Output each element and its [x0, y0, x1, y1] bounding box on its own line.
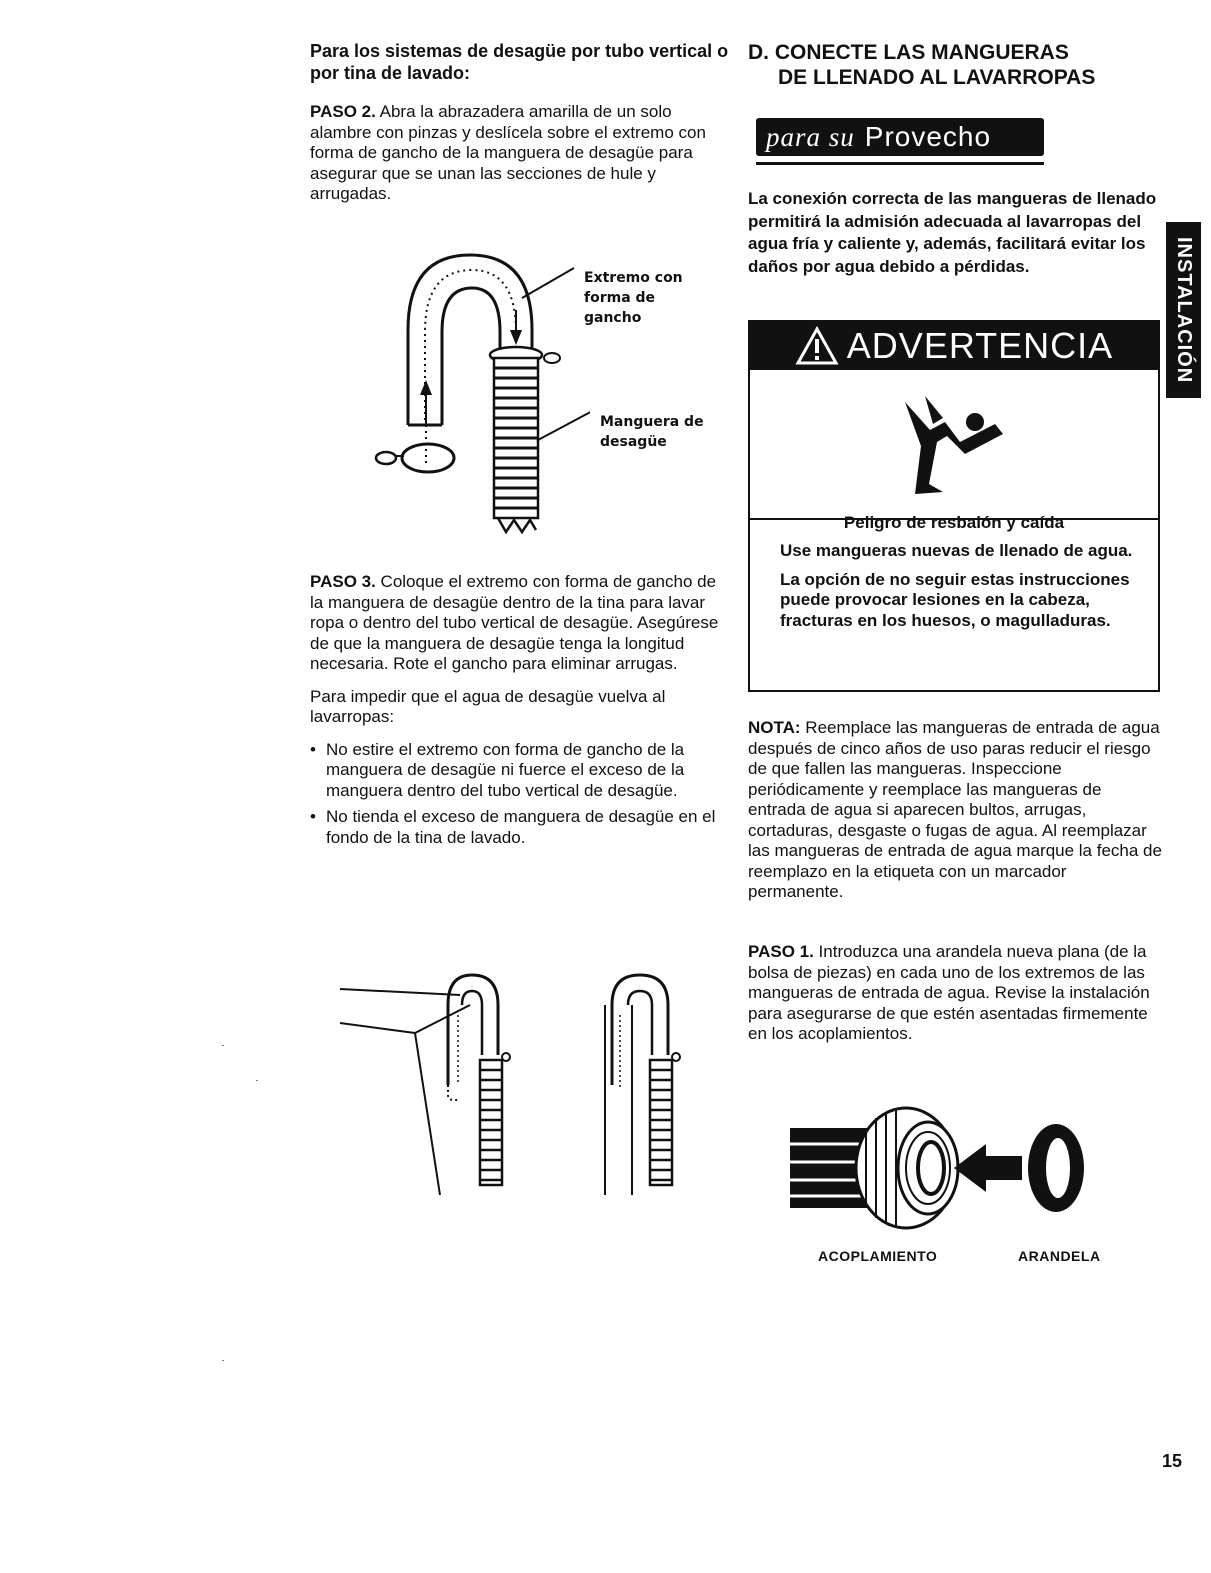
note-text: Reemplace las mangueras de entrada de agua después de cinco años de uso paras reducir el riesgo de que fallen las mangueras. Inspeccione periódicamente y reemplace las mangueras de entrada de agua si aparecen bultos, arrugas, cortaduras, desgaste o fugas de agua. Al reemplazar las mangueras de entrada de agua marque la fecha de reemplazo en la etiqueta con un marcador permanente. [748, 718, 1162, 901]
section-title-line2: DE LLENADO AL LAVARROPAS [778, 66, 1096, 89]
para-su-provecho-banner [756, 118, 1044, 165]
paso2-text: Abra la abrazadera amarilla de un solo alambre con pinzas y deslícela sobre el extremo con forma de gancho de la manguera de desagüe para asegurar que se unan las secciones de hule y arrugadas. [310, 102, 706, 203]
note-label: NOTA: [748, 718, 801, 737]
provecho-script: para su [766, 121, 855, 152]
warning-triangle-icon [795, 326, 839, 366]
prevent-backflow-text: Para impedir que el agua de desagüe vuelva al lavarropas: [310, 686, 666, 726]
paso3-label: PASO 3. [310, 572, 376, 591]
left-column-lower [310, 572, 730, 854]
bullet-list [310, 740, 730, 849]
warning-title: ADVERTENCIA [846, 325, 1114, 366]
slip-hazard-icon [885, 384, 1035, 504]
hook-end-label: Extremo con forma de gancho [584, 270, 683, 326]
warning-subtitle: Peligro de resbalón y caída [843, 513, 1065, 532]
warning-header [750, 322, 1158, 370]
warning-body [780, 512, 1148, 639]
fill-hose-intro: La conexión correcta de las mangueras de llenado permitirá la admisión adecuada al lavarropas del agua fría y caliente y, además, facilitará evitar los daños por agua debido a pérdidas. [748, 189, 1157, 276]
paso2-label: PASO 2. [310, 102, 376, 121]
provecho-band [756, 118, 1044, 156]
installation-side-tab [1166, 222, 1201, 398]
list-item: • No estire el extremo con forma de gancho de la manguera de desagüe ni fuerce el exceso de la manguera dentro del tubo vertical de desagüe. [310, 740, 730, 802]
warning-box [748, 320, 1160, 692]
drain-hose-hook-illustration [360, 250, 590, 540]
section-d-title [748, 40, 1168, 90]
coupling-and-washer-illustration [786, 1106, 1116, 1236]
provecho-underline [756, 162, 1044, 165]
drain-hose-label: Manguera de desagüe [600, 414, 704, 450]
section-title-line1: D. CONECTE LAS MANGUERAS [748, 41, 1069, 64]
list-item: • No tienda el exceso de manguera de desagüe en el fondo de la tina de lavado. [310, 807, 730, 848]
provecho-word: Provecho [864, 121, 992, 152]
slip-fall-pictogram [750, 372, 1158, 520]
drain-systems-heading: Para los sistemas de desagüe por tubo vertical o por tina de lavado: [310, 41, 729, 83]
coupling-caption: ACOPLAMIENTO [818, 1248, 938, 1264]
paso2-paragraph [310, 102, 730, 205]
paso3-text: Coloque el extremo con forma de gancho de la manguera de desagüe dentro de la tina para lavar ropa o dentro del tubo vertical de desagüe. Asegúrese de que la manguera de desagüe tenga la longitud necesaria. Rote el gancho para eliminar arrugas. [310, 572, 719, 673]
right-column [748, 40, 1168, 90]
page-number: 15 [1162, 1451, 1183, 1471]
scan-speck [222, 1045, 224, 1046]
paso3-paragraph [310, 572, 730, 675]
scan-speck [256, 1080, 258, 1081]
side-tab-label: INSTALACIÓN [1173, 236, 1195, 384]
paso1-text: Introduzca una arandela nueva plana (de la bolsa de piezas) en cada uno de los extremos de las mangueras de entrada de agua. Revise la instalación para asegurarse de que estén asentadas firmemente en los acoplamientos. [748, 942, 1150, 1043]
warning-instruction: Use mangueras nuevas de llenado de agua. [780, 541, 1133, 560]
warning-consequence: La opción de no seguir estas instrucciones puede provocar lesiones en la cabeza, fracturas en los huesos, o magulladuras. [780, 569, 1130, 630]
note-paragraph [748, 718, 1163, 915]
paso1-paragraph [748, 942, 1163, 1057]
left-column [310, 40, 730, 217]
hose-in-tub-and-standpipe-illustration [340, 965, 690, 1200]
scan-speck [222, 1360, 224, 1361]
washer-caption: ARANDELA [1018, 1248, 1101, 1264]
paso1-label: PASO 1. [748, 942, 814, 961]
